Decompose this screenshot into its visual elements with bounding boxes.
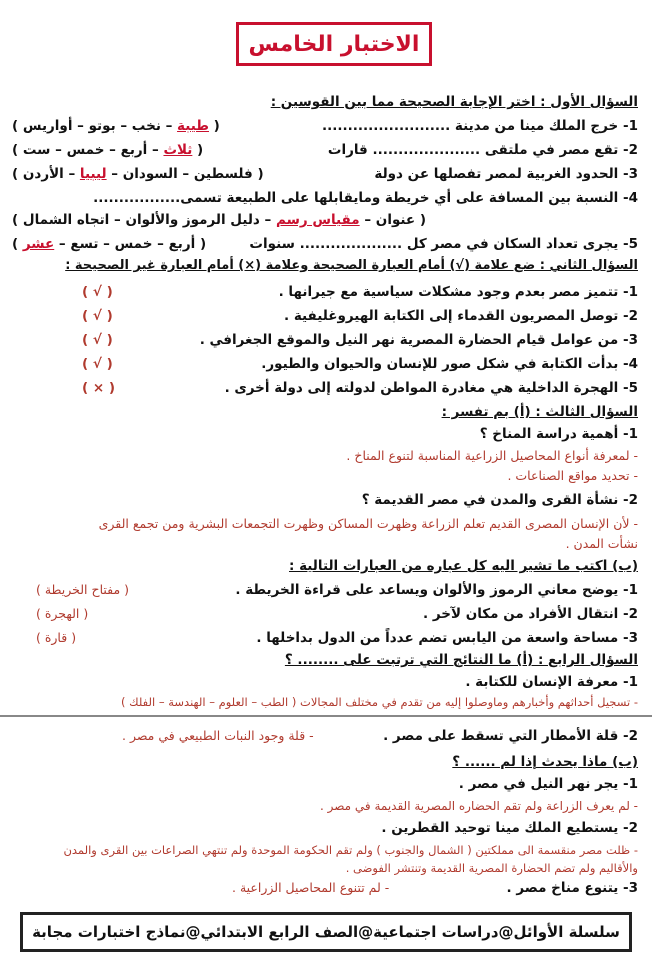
q3b-item-2-text: 2- انتقال الأفراد من مكان لآخر . (422, 606, 638, 622)
q4b-item-3 (12, 878, 638, 900)
q4b-item-1-answer: - لم يعرف الزراعة ولم تقم الحضاره المصرية القديمة في مصر . (320, 799, 638, 813)
q2-item-5 (12, 378, 638, 400)
q1-item-3-text: 3- الحدود الغربية لمصر تفصلها عن دولة (374, 166, 638, 182)
q2-item-5-text: 5- الهجرة الداخلية هي مغادرة المواطن لدولته إلى دولة أخرى . (224, 380, 638, 396)
q2-item-3-text: 3- من عوامل قيام الحضارة المصرية نهر النيل والموقع الجغرافي . (199, 332, 638, 348)
q2-item-4-text: 4- بدأت الكتابة في شكل صور للإنسان والحيوان والطيور. (261, 356, 638, 372)
q3b-item-2 (12, 604, 638, 626)
q2-item-2 (12, 306, 638, 328)
q4b-item-3-answer: - لم تتنوع المحاصيل الزراعية . (232, 880, 390, 895)
q3b-item-1 (12, 580, 638, 602)
q2-item-1-text: 1- تتميز مصر بعدم وجود مشكلات سياسية مع جيرانها . (278, 284, 638, 300)
q3-header: السؤال الثالث : (أ) بم تفسر : (441, 404, 638, 420)
q2-item-5-mark: ( × ) (82, 380, 116, 396)
q4a-item-2-text: 2- قلة الأمطار التي تسقط على مصر . (383, 728, 638, 744)
q4-header: السؤال الرابع : (أ) ما النتائج التي ترتبت على ........ ؟ (284, 652, 638, 668)
q3b-item-3-answer: ( قارة ) (36, 630, 77, 645)
q2-item-1-mark: ( √ ) (82, 284, 113, 300)
q3b-header: (ب) اكتب ما تشير اليه كل عباره من العبارات التالية : (289, 558, 638, 574)
photo-seam (0, 715, 652, 717)
q2-item-4 (12, 354, 638, 376)
q3a-item-1: 1- أهمية دراسة المناخ ؟ (479, 426, 638, 442)
q4a-item-2 (12, 726, 638, 748)
q1-item-2 (12, 140, 638, 162)
q1-item-4-options: ( عنوان – مقياس رسم – دليل الرموز والألوان – اتجاه الشمال ) (12, 212, 427, 228)
q4b-item-2-answer-2: والأقاليم ولم تضم الحضارة المصرية القديمة وتنتشر الفوضى . (345, 861, 638, 875)
q3a-item-2: 2- نشأة القرى والمدن في مصر القديمة ؟ (361, 492, 638, 508)
q1-item-1-answer: طيبة (177, 118, 209, 134)
q1-item-1-options: ( طيبة – نخب – بوتو – أواريس ) (12, 118, 220, 134)
q3b-item-1-text: 1- يوضح معاني الرموز والألوان ويساعد على قراءة الخريطة . (235, 582, 638, 598)
q1-item-4-options-row (12, 210, 638, 232)
q4b-item-2: 2- يستطيع الملك مينا توحيد القطرين . (381, 820, 638, 836)
q1-item-4-answer: مقياس رسم (276, 212, 360, 228)
q2-header: السؤال الثاني : ضع علامة (√) أمام العبارة الصحيحة وعلامة (×) أمام العبارة غير الصحيحة : (65, 258, 638, 273)
q3b-item-3-text: 3- مساحة واسعة من اليابس تضم عدداً من الدول بداخلها . (256, 630, 638, 646)
q1-item-5-answer: عشر (22, 236, 55, 252)
q1-item-4 (12, 188, 638, 210)
q1-item-5-text: 5- يجرى تعداد السكان في مصر كل .................... سنوات (249, 236, 638, 252)
q2-item-4-mark: ( √ ) (82, 356, 113, 372)
q1-item-2-answer: ثلاث (163, 142, 193, 158)
q4b-item-1: 1- يجر نهر النيل في مصر . (458, 776, 638, 792)
q4a-item-1-answer: - تسجيل أحداثهم وأخبارهم وماوصلوا إليه من تقدم في مختلف المجالات ( الطب – العلوم – الهندسة – الفلك ) (121, 695, 638, 709)
q3b-item-1-answer: ( مفتاح الخريطة ) (36, 582, 130, 597)
q3b-item-3 (12, 628, 638, 650)
q1-item-1-text: 1- خرج الملك مينا من مدينة ......................... (322, 118, 638, 134)
series-footer: سلسلة الأوائل@دراسات اجتماعية@الصف الرابع الابتدائي@نماذج اختبارات مجابة (20, 912, 632, 952)
q4b-item-2-answer-1: - ظلت مصر منقسمة الى مملكتين ( الشمال والجنوب ) ولم تقم الحكومة الموحدة ولم تنتهي الصراعات بين القرى والمدن (63, 843, 638, 857)
q1-item-3-answer: ليبيا (79, 166, 107, 182)
q1-item-2-options: ( ثلاث – أربع – خمس – ست ) (12, 142, 204, 158)
q2-item-2-text: 2- توصل المصريون القدماء إلى الكتابة الهيروغليفية . (283, 308, 638, 324)
q1-item-4-text: 4- النسبة بين المسافة على أي خريطة ومايقابلها على الطبيعة تسمى................. (93, 190, 638, 206)
q4a-item-1: 1- معرفة الإنسان للكتابة . (465, 674, 638, 690)
q2-item-3-mark: ( √ ) (82, 332, 113, 348)
q3b-item-2-answer: ( الهجرة ) (36, 606, 89, 621)
exam-title: الاختبار الخامس (236, 22, 432, 66)
q2-item-2-mark: ( √ ) (82, 308, 113, 324)
q3a-item-1-answer-2: - تحديد مواقع الصناعات . (507, 468, 638, 483)
q4a-item-2-answer: - قلة وجود النبات الطبيعي في مصر . (122, 728, 314, 743)
q1-item-3 (12, 164, 638, 186)
q2-item-3 (12, 330, 638, 352)
q4b-item-3-text: 3- يتنوع مناخ مصر . (506, 880, 638, 896)
q1-item-3-options: ( فلسطين – السودان – ليبيا – الأردن ) (12, 166, 264, 182)
q3a-item-2-answer-2: نشأت المدن . (565, 536, 638, 551)
q1-item-1 (12, 116, 638, 138)
q2-item-1 (12, 282, 638, 304)
q4b-header: (ب) ماذا يحدث إذا لم ...... ؟ (452, 754, 638, 770)
q3a-item-1-answer-1: - لمعرفة أنواع المحاصيل الزراعية المناسبة لتنوع المناخ . (346, 448, 638, 463)
q1-item-2-text: 2- تقع مصر في ملتقى ..................... قارات (327, 142, 638, 158)
q1-header: السؤال الأول : اختر الإجابة الصحيحة مما بين القوسين : (270, 94, 638, 110)
q1-item-5 (12, 234, 638, 256)
q1-item-5-options: ( أربع – خمس – تسع – عشر ) (12, 236, 207, 252)
q3a-item-2-answer-1: - لأن الإنسان المصرى القديم تعلم الزراعة وظهرت المساكن وظهرت التجمعات البشرية ومن تجمع القرى (98, 516, 638, 531)
